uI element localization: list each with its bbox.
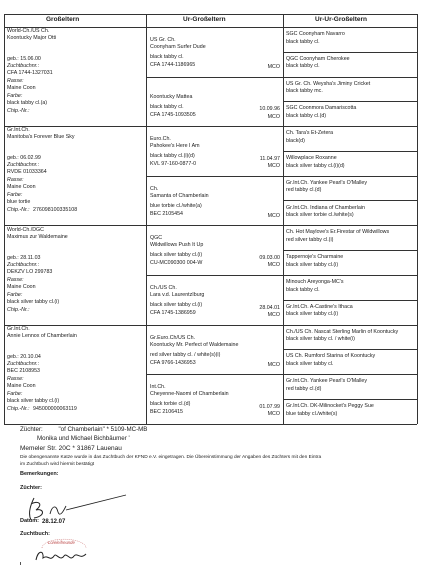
gp-chip-label: Chip.-Nr.: [7,405,30,412]
ggp-date: 10.09.96 [259,106,280,113]
gp-title: World-Ch./DGC [7,226,44,233]
gp-color-label: Farbe: [7,291,23,298]
studbook-stamp [34,536,104,564]
ggp-reg: CFA 1745-1386959 [150,310,196,316]
gp-born: geb.: 06.02.99 [7,155,41,162]
gp-title: Gr.Int.Ch. [7,127,30,134]
ggp-reg: CFA 1744-1186965 [150,62,196,68]
ggp-title: Euro.Ch. [150,136,171,143]
gp-breed: Maine Coon [7,382,36,389]
gp-breed-label: Rasse: [7,375,24,382]
gp-reg: BEC 2108953 [7,367,40,374]
ggp-reg: CFA 1745-1093505 [150,111,196,118]
stamp-text: Loreleifreunde [48,540,75,545]
ggp-title: QGC [150,235,163,242]
gggp-name: QGC Coonyham Cherokee [286,55,350,62]
ggp-title: Gr.Euro.Ch/US Ch. [150,334,196,341]
gp-reg-label: Zuchtbuchnr.: [7,360,40,367]
ggp-date: 28.04.01 [259,304,280,311]
gggp-name: Ch. Tara's Et-Zetera [286,130,334,137]
ggp-color: black silver tabby cl.(i) [150,302,203,308]
gp-name: Manitoba's Forever Blue Sky [7,134,75,141]
gp-breed: Maine Coon [7,184,36,191]
gp-color-label: Farbe: [7,192,23,199]
ggp-breed: MCO [267,262,280,269]
gp-name: Koontucky Major Otti [7,35,57,41]
ggp-name: Lara v.d. LaurentzIburg [150,292,205,298]
breeder-value: "of Chamberlain" * 5109-MC-MB [58,426,148,433]
ggp-name: Coonyham Surfer Dude [150,44,206,50]
gggp-name: Gr.Int.Ch. Yankee Pearl's O'Malley [286,378,368,385]
ggp-reg: CU-MC090300 004-W [150,260,203,267]
breeder-label: Züchter: [20,426,43,433]
registration-statement-1: Die obengenannte Katze wurde in das Zuchtbuch der KFND e.V. eingetragen. Die Übereinstimmung der Angaben des Züchters mit den Eintra [20,455,322,460]
ggp-date: 09.03.00 [259,254,280,261]
gp-reg: RVDE 01033364 [7,169,47,176]
ggp-color: black tabby cl. [150,103,184,110]
ggp-name: Samanta of Chamberlain [150,192,209,199]
gp-color: black tabby cl.(a) [7,100,48,106]
gggp-name: Gr.Int.Ch. Indiana of Chamberlain [286,204,365,211]
ggp-color: black torbie cl.(d) [150,401,191,408]
ggp-color: blue torbie cl./white(a) [150,202,202,209]
ggp-breed: MCO [267,64,280,70]
ggp-breed: MCO [267,361,280,368]
gp-chip: 276098100335108 [33,207,78,214]
gggp-color: black(d) [286,137,305,144]
gggp-name: Ch./US Ch. Nascat Sterling Marlin of Koontucky [286,328,399,335]
gggp-color: blue tabby cl./white(s) [286,410,338,417]
header-grandparents: Großeltern [46,16,80,23]
gggp-name: Willowplace Roxanne [286,155,337,161]
gggp-color: black tabby cl. [286,63,320,70]
gp-title: World-Ch./US Ch. [7,28,50,34]
date-label: Datum: [20,518,39,524]
ggp-name: Wildwillows Push It Up [150,242,204,249]
ggp-title: Ch./US Ch. [150,285,177,291]
ggp-date: 11.04.97 [259,155,280,162]
gp-reg-label: Zuchtbuchnr.: [7,261,40,268]
gggp-color: black silver tabby cl. / white(i) [286,336,355,343]
gp-color-label: Farbe: [7,93,23,99]
header-great-great-grandparents: Ur-Ur-Großeltern [315,16,368,23]
ggp-breed: MCO [267,212,280,219]
studbook-label: Zuchtbuch: [20,531,50,537]
remarks-label: Bemerkungen: [20,471,59,477]
header-great-grandparents: Ur-Großeltern [183,16,226,23]
gggp-name: Gr.Int.Ch. A-Castine's Ithaca [286,303,353,310]
ggp-reg: BEC 2105454 [150,210,183,217]
ggp-color: red silver tabby cl. / white(s)(i) [150,351,221,358]
gp-breed-label: Rasse: [7,78,24,84]
gggp-color: black tabby cl. [286,38,320,45]
gp-reg: DEKZV LO 299783 [7,268,53,275]
ggp-date: 01.07.99 [259,403,280,410]
gggp-color: black silver tabby cl.(i) [286,261,339,268]
ggp-reg: CFA 9766-1436953 [150,359,196,366]
gggp-name: US Ch. Rumford Starina of Koontucky [286,353,376,360]
gp-breed-label: Rasse: [7,276,24,283]
breeder-line [20,427,147,433]
gggp-color: black tabby cl.(d) [286,112,327,119]
gggp-color: red tabby cl.(d) [286,187,322,194]
ggp-name: Koontucky Mattea [150,93,193,100]
ggp-title: US Gr. Ch. [150,37,176,43]
gggp-color: black silver tabby cl.(i) [286,311,339,318]
gp-reg-label: Zuchtbuchnr.: [7,63,40,69]
ggp-breed: MCO [267,312,280,318]
gggp-color: black silver tabby cl.(i)(d) [286,162,345,169]
gp-born: geb.: 20.10.04 [7,353,41,360]
gp-chip-label: Chip.-Nr.: [7,306,30,313]
gp-breed: Maine Coon [7,85,36,91]
gggp-color: black silver tabby cl. [286,360,334,367]
ggp-color: black tabby cl. [150,54,184,60]
ggp-color: black silver tabby cl.(i) [150,252,203,259]
ggp-title: Int.Ch. [150,384,166,391]
gp-breed-label: Rasse: [7,177,24,184]
gp-color: blue tortie [7,199,31,206]
gp-reg: CFA 1744-1327031 [7,70,53,76]
gggp-name: US Gr. Ch. Weysha's Jiminy Cricket [286,80,371,87]
gggp-name: SGC Coonyham Navarro [286,31,345,37]
gp-chip-label: Chip.-Nr.: [7,108,30,114]
gp-name: Maximus zur Waldemaine [7,233,68,240]
gggp-color: black tabby cl. [286,286,320,293]
gp-reg-label: Zuchtbuchnr.: [7,162,40,169]
date-value: 28.12.07 [42,519,66,525]
ggp-color: black tabby cl.(i)(d) [150,153,195,160]
gggp-name: Ch. Hot Maylove's Er.Firestar of Wildwillows [286,229,390,236]
gp-chip: 945000000063119 [33,405,77,412]
signature-label: Züchter: [20,485,42,491]
gp-born: geb.: 28.11.03 [7,254,41,261]
ggp-reg: KVL 97-160-0877-0 [150,161,197,168]
gggp-name: Gr.Int.Ch. DK-Milinocket's Peggy Sue [286,403,374,409]
gggp-name: Minouch Areyonga-MC's [286,279,344,285]
gggp-name: Gr.Int.Ch. Yankee Pearl's O'Malley [286,179,368,186]
gp-born: geb.: 15.06.00 [7,56,41,62]
ggp-name: Pahokee's Here I Am [150,143,200,150]
breeder-address: Memeler Str. 20C * 31867 Lauenau [20,445,122,452]
gp-breed: Maine Coon [7,283,36,290]
ggp-breed: MCO [267,163,280,170]
gggp-color: red tabby cl.(d) [286,385,322,392]
gggp-name: SGC Coonmora Damariscotta [286,105,357,112]
gggp-color: black silver torbie cl./white(s) [286,212,354,219]
breeder-names: Monika und Michael Bichbäumer ' [37,435,130,442]
scan-mark [20,562,21,565]
gp-color: black silver tabby cl.(i) [7,298,60,305]
ggp-reg: BEC 2106415 [150,409,183,416]
ggp-breed: MCO [267,411,280,418]
registration-statement-2: im Zuchtbuch wird hiermit bestätigt [20,462,95,467]
gp-color-label: Farbe: [7,390,23,397]
gggp-color: red silver tabby cl.(i) [286,236,334,243]
gggp-name: Tappernoje's Charmaine [286,254,344,261]
ggp-name: Cheyenne-Naomi of Chamberlain [150,391,229,398]
gp-title: Gr.Int.Ch. [7,325,30,332]
gp-chip-label: Chip.-Nr.: [7,207,30,214]
ggp-breed: MCO [267,113,280,120]
ggp-title: Ch. [150,185,159,192]
gp-name: Annie Lennox of Chamberlain [7,332,77,339]
gggp-color: black tabby mc. [286,88,323,95]
gp-color: black silver tabby cl.(i) [7,397,60,404]
ggp-name: Koontucky Mr. Perfect of Waldemaine [150,341,239,348]
